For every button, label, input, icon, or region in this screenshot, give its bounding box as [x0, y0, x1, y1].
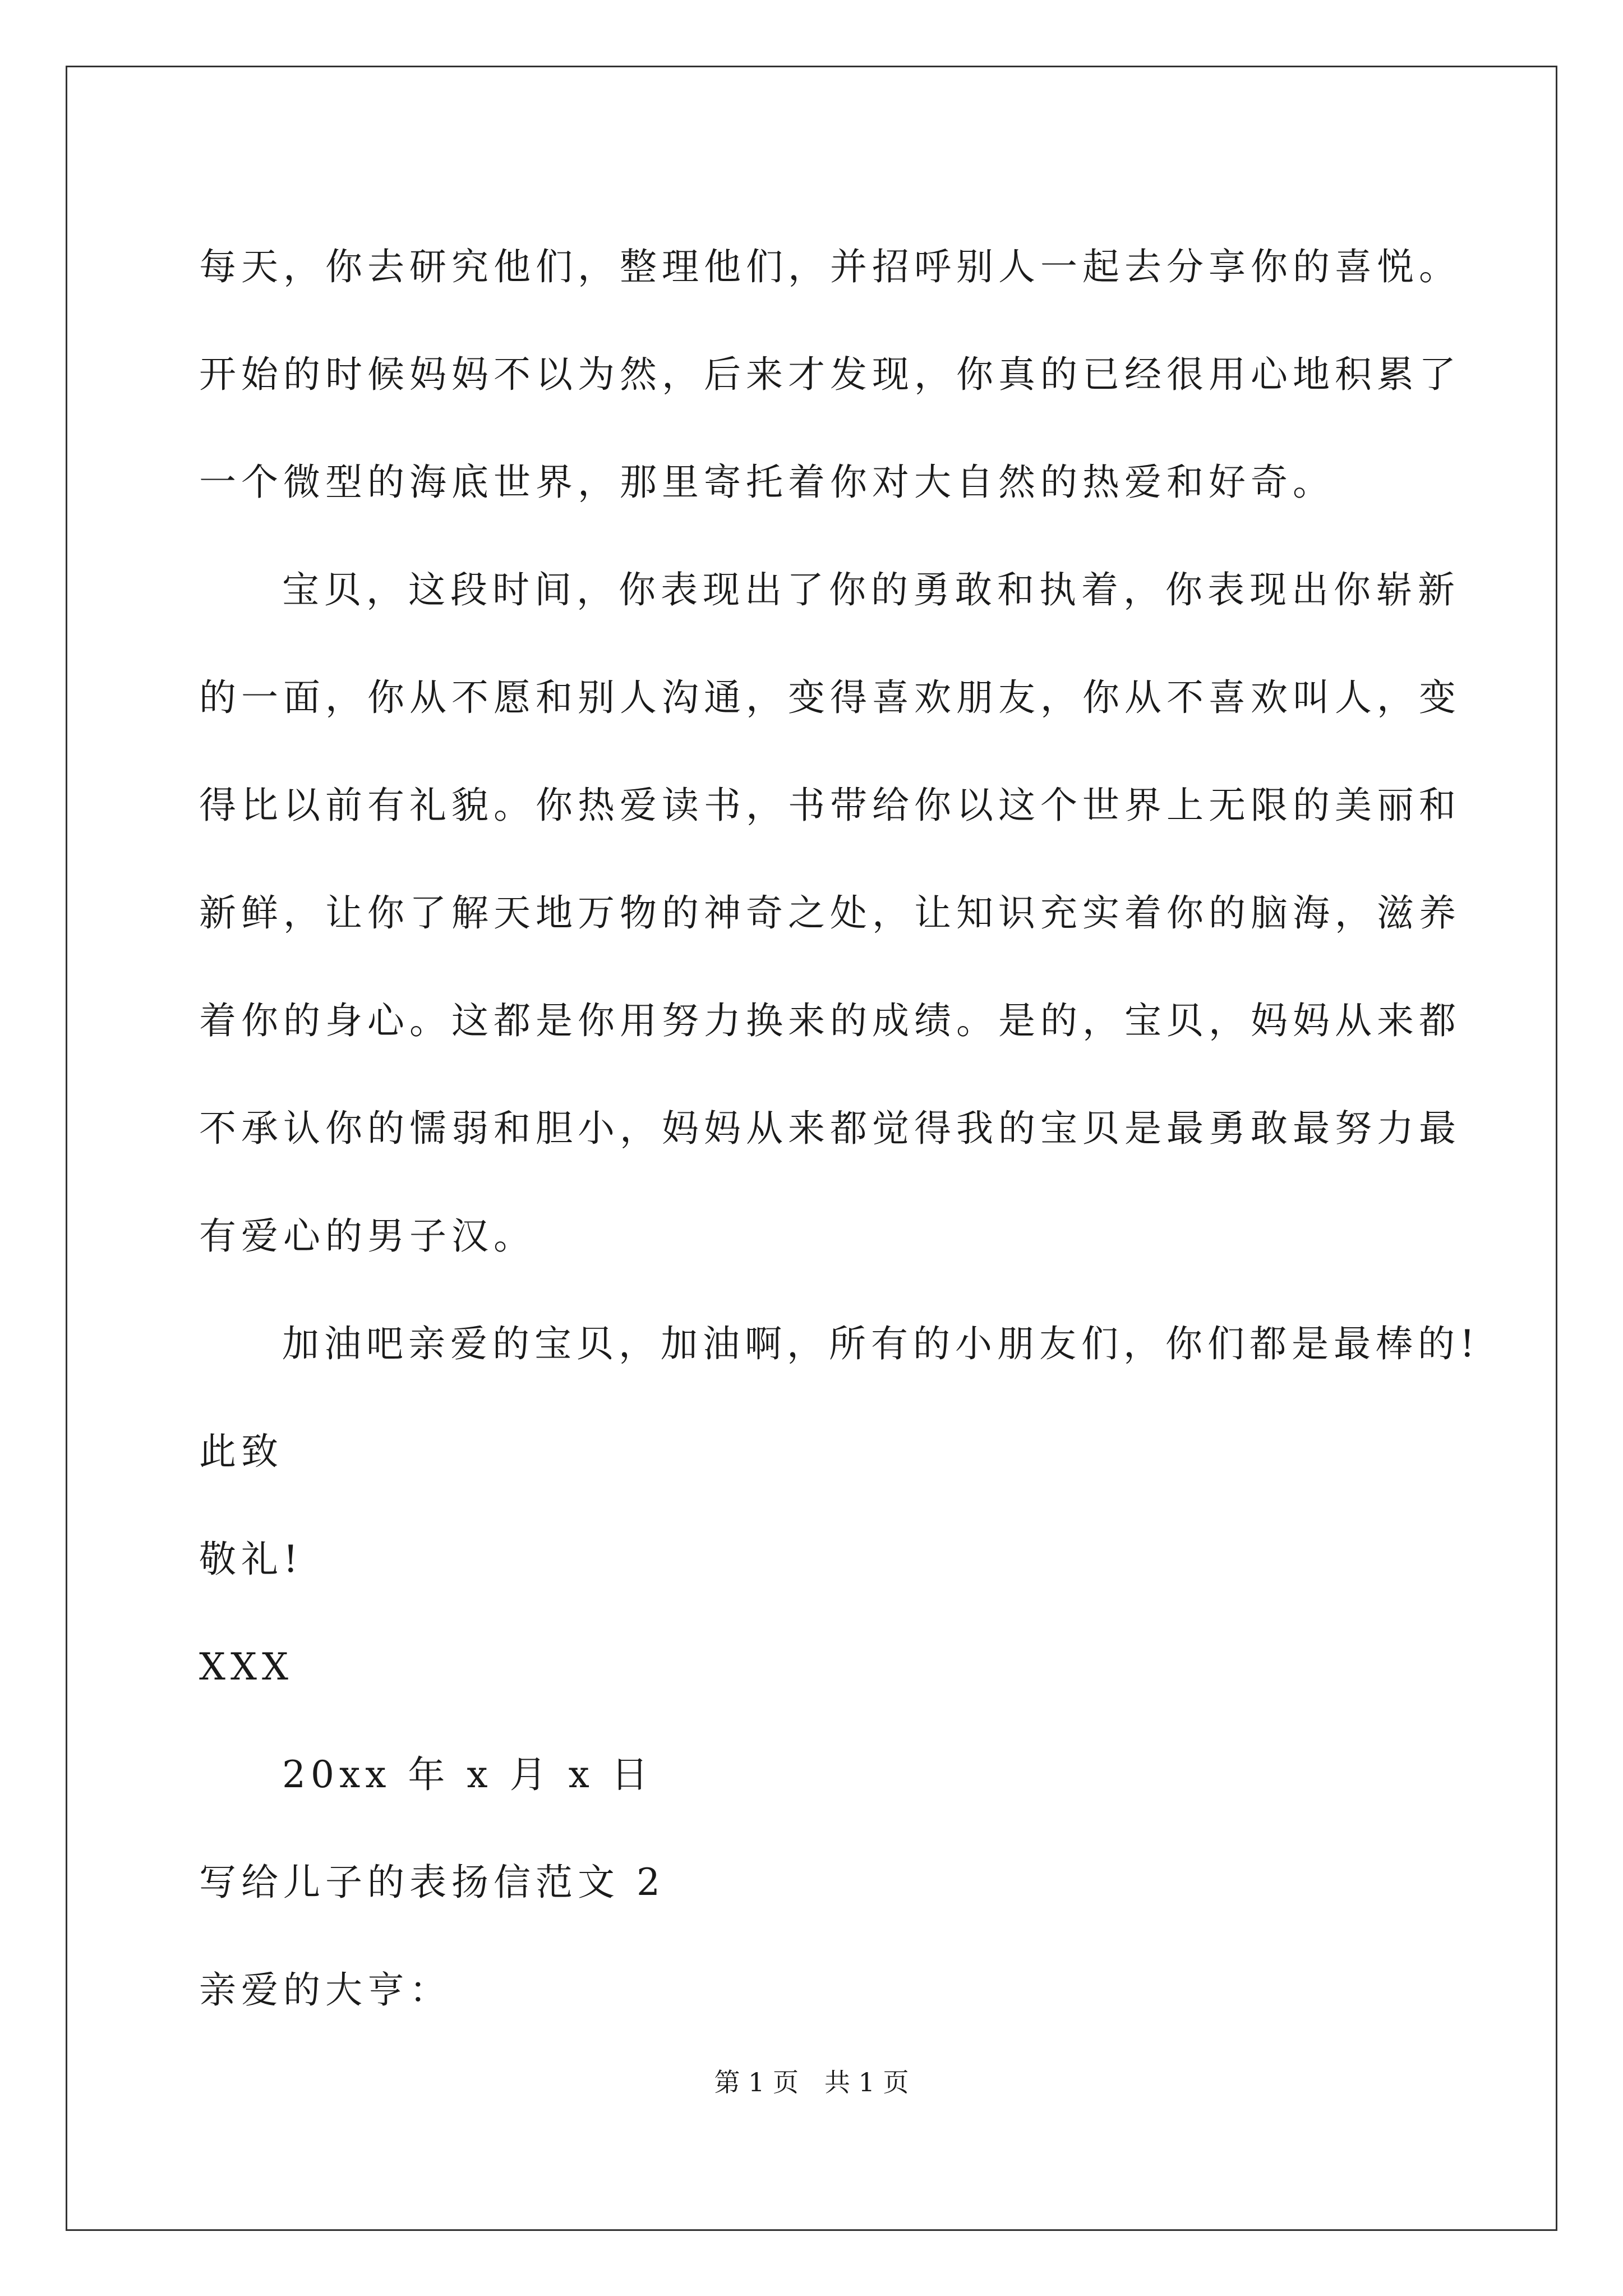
text-line-1: 每天，你去研究他们，整理他们，并招呼别人一起去分享你的喜悦。 [199, 245, 1461, 288]
text-line-7: 新鲜，让你了解天地万物的神奇之处，让知识充实着你的脑海，滋养 [199, 891, 1461, 935]
closing-regards: 敬礼! [199, 1538, 303, 1581]
closing-salutation: 此致 [199, 1430, 283, 1473]
signature-date: 20xx 年 x 月 x 日 [282, 1753, 653, 1796]
text-line-3: 一个微型的海底世界，那里寄托着你对大自然的热爱和好奇。 [199, 461, 1335, 504]
text-line-6: 得比以前有礼貌。你热爱读书，书带给你以这个世界上无限的美丽和 [199, 784, 1461, 827]
text-line-9: 不承认你的懦弱和胆小，妈妈从来都觉得我的宝贝是最勇敢最努力最 [199, 1107, 1461, 1150]
text-line-11: 加油吧亲爱的宝贝，加油啊，所有的小朋友们，你们都是最棒的! [282, 1322, 1480, 1365]
page-footer: 第 1 页 共 1 页 [714, 2067, 909, 2097]
text-line-4: 宝贝，这段时间，你表现出了你的勇敢和执着，你表现出你崭新 [282, 568, 1460, 611]
signature-name: XXX [199, 1645, 293, 1688]
text-line-10: 有爱心的男子汉。 [199, 1214, 536, 1258]
section-title: 写给儿子的表扬信范文 2 [199, 1861, 665, 1904]
greeting-line: 亲爱的大亨： [199, 1968, 451, 2012]
text-line-2: 开始的时候妈妈不以为然，后来才发现，你真的已经很用心地积累了 [199, 353, 1461, 396]
document-body [199, 213, 1480, 2044]
text-line-8: 着你的身心。这都是你用努力换来的成绩。是的，宝贝，妈妈从来都 [199, 999, 1461, 1042]
text-line-5: 的一面，你从不愿和别人沟通，变得喜欢朋友，你从不喜欢叫人，变 [199, 676, 1461, 719]
